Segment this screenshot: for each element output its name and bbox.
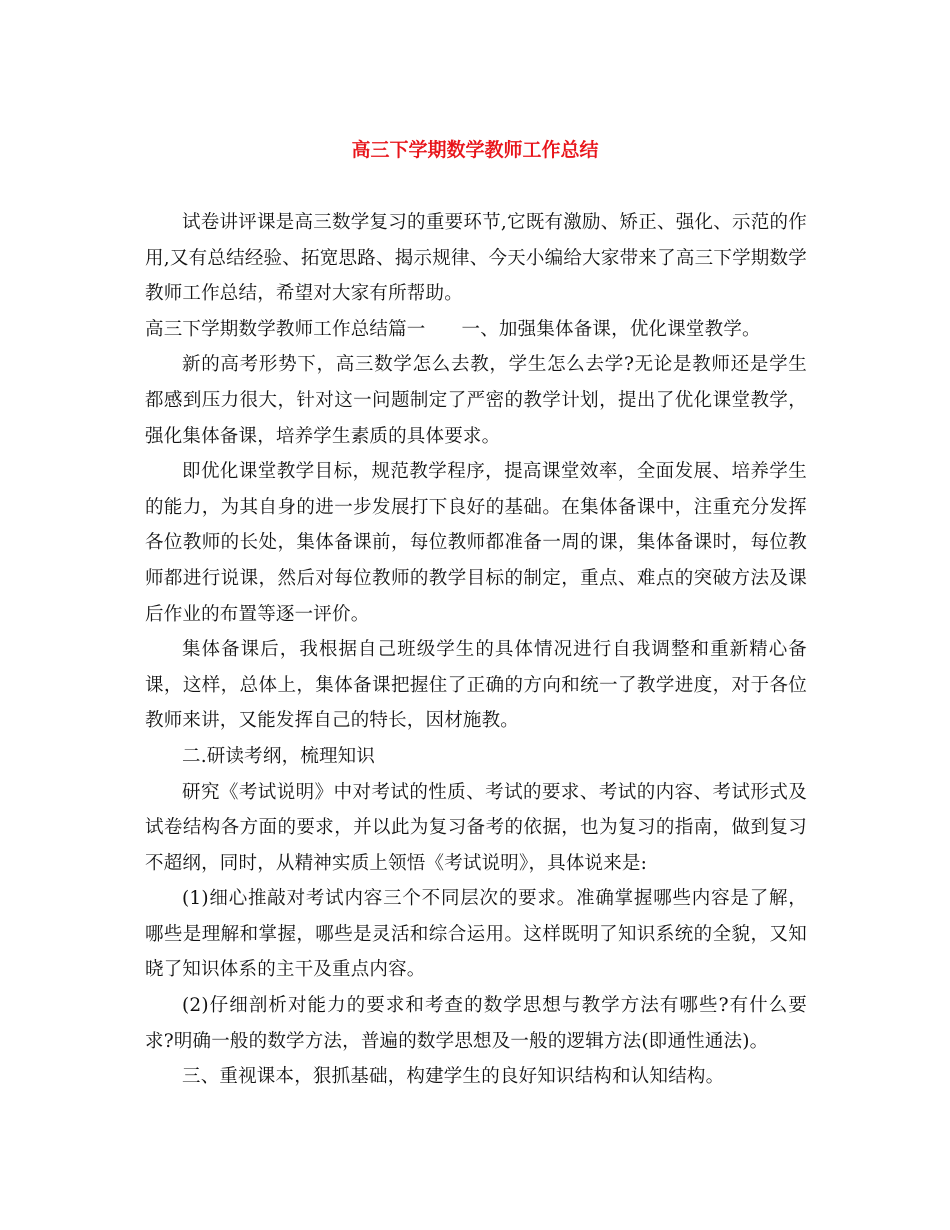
intro-paragraph: 试卷讲评课是高三数学复习的重要环节,它既有激励、矫正、强化、示范的作用,又有总结经验、拓宽思路、揭示规律、今天小编给大家带来了高三下学期数学教师工作总结，希望对大家有所帮助。 [145,212,807,305]
body-paragraph: 研究《考试说明》中对考试的性质、考试的要求、考试的内容、考试形式及试卷结构各方面的要求，并以此为复习备考的依据，也为复习的指南，做到复习不超纲，同时，从精神实质上领悟《考试说明》，具体说来是: [145,781,807,874]
list-item: (1)细心推敲对考试内容三个不同层次的要求。准确掌握哪些内容是了解，哪些是理解和掌握，哪些是灵活和综合运用。这样既明了知识系统的全貌，又知晓了知识体系的主干及重点内容。 [145,888,807,981]
section-heading-line [145,312,807,348]
document-title: 高三下学期数学教师工作总结 [351,139,599,161]
section-title: 三、重视课本，狠抓基础，构建学生的良好知识结构和认知结构。 [182,1066,725,1088]
list-item: (2)仔细剖析对能力的要求和考查的数学思想与教学方法有哪些?有什么要求?明确一般的数学方法，普遍的数学思想及一般的逻辑方法(即通性通法)。 [145,995,807,1052]
document-body [145,205,807,1095]
body-paragraph: 即优化课堂教学目标，规范教学程序，提高课堂效率，全面发展、培养学生的能力，为其自身的进一步发展打下良好的基础。在集体备课中，注重充分发挥各位教师的长处，集体备课前，每位教师都准备一周的课，集体备课时，每位教师都进行说课，然后对每位教师的教学目标的制定，重点、难点的突破方法及课后作业的布置等逐一评价。 [145,461,807,625]
section-heading: 高三下学期数学教师工作总结篇一 [145,318,426,340]
body-paragraph: 集体备课后，我根据自己班级学生的具体情况进行自我调整和重新精心备课，这样，总体上，集体备课把握住了正确的方向和统一了教学进度，对于各位教师来讲，又能发挥自己的特长，因材施教。 [145,639,807,732]
body-paragraph: 新的高考形势下，高三数学怎么去教，学生怎么去学?无论是教师还是学生都感到压力很大，针对这一问题制定了严密的教学计划，提出了优化课堂教学，强化集体备课，培养学生素质的具体要求。 [145,354,807,447]
section-title: 二.研读考纲，梳理知识 [182,745,376,767]
section-subheading: 一、加强集体备课，优化课堂教学。 [461,318,761,340]
